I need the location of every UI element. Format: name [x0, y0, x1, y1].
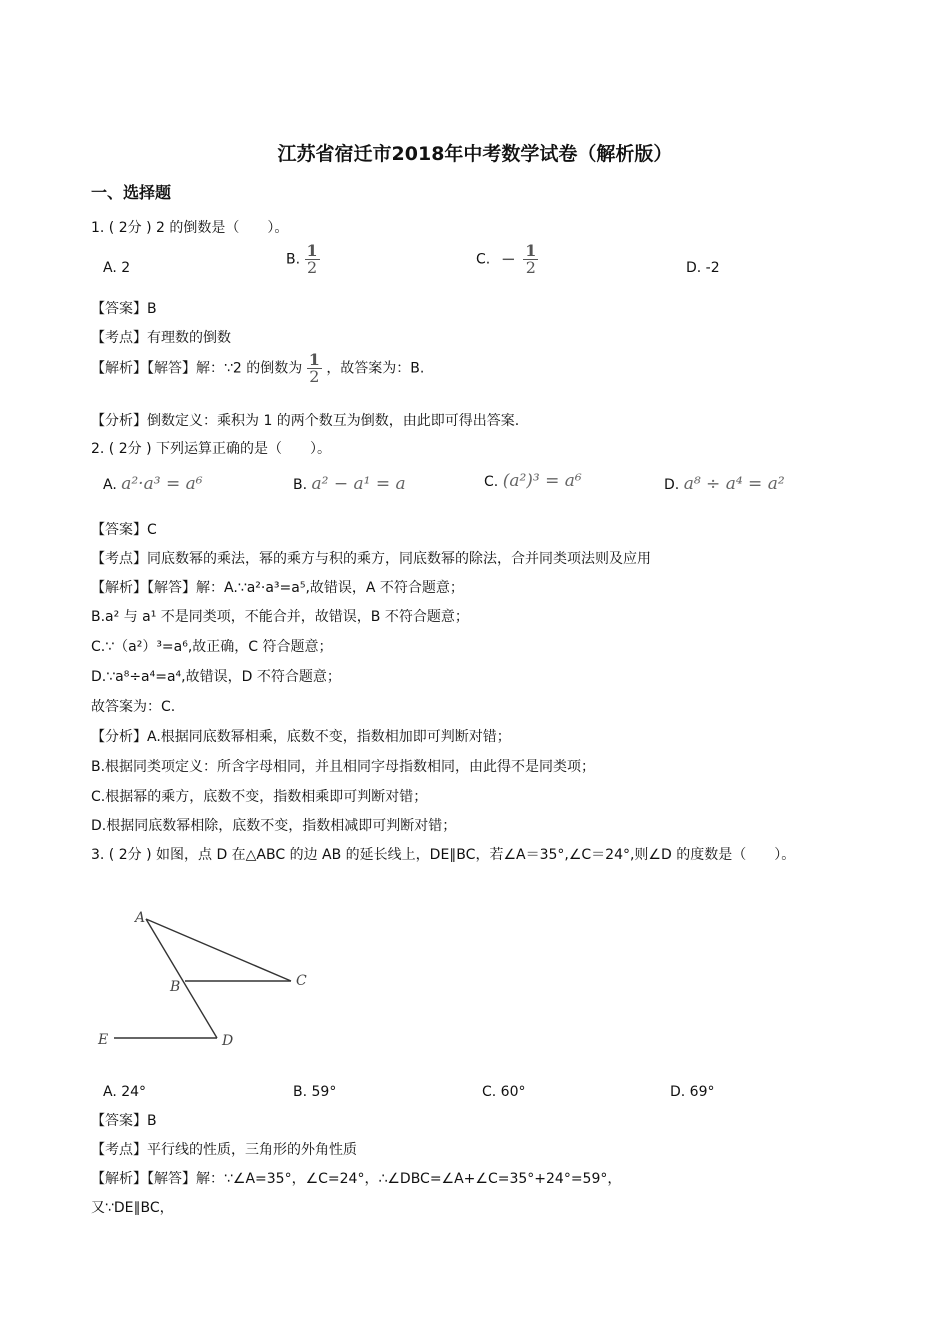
q1-comment: 【分析】倒数定义：乘积为 1 的两个数互为倒数，由此即可得出答案.: [91, 413, 520, 429]
q2-stem: 2. ( 2分 ) 下列运算正确的是（ ）。: [91, 441, 331, 457]
q2-option-a-label: A.: [103, 477, 117, 493]
q2-option-a-formula: a²·a³ = a⁶: [121, 474, 203, 494]
q2-option-d: [664, 475, 785, 494]
q3-analysis-line: 又∵DE∥BC，: [91, 1200, 174, 1216]
q2-option-b: [293, 475, 406, 494]
q3-option-d: D. 69°: [670, 1084, 715, 1100]
section-heading: 一、选择题: [91, 183, 172, 202]
q3-option-a: A. 24°: [103, 1084, 147, 1100]
q2-analysis-line: C.∵（a²）³=a⁶,故正确，C 符合题意；: [91, 639, 333, 655]
q1-option-c-fraction: [523, 243, 538, 276]
q2-analysis-line: D.∵a⁸÷a⁴=a⁴,故错误，D 不符合题意；: [91, 669, 341, 685]
q2-option-b-label: B.: [293, 477, 308, 493]
vertex-label-a: A: [135, 910, 146, 926]
q3-knowledge-point: 【考点】平行线的性质，三角形的外角性质: [91, 1142, 357, 1158]
vertex-label-d: D: [222, 1033, 234, 1049]
q2-option-c-formula: (a²)³ = a⁶: [502, 471, 582, 491]
q1-analysis-tail: ，故答案为：B.: [326, 360, 425, 377]
q1-option-a: A. 2: [103, 260, 131, 276]
q3-answer: 【答案】B: [91, 1113, 157, 1129]
vertex-label-c: C: [296, 973, 307, 989]
q2-option-a: [103, 475, 203, 494]
q3-geometry-figure: [90, 900, 330, 1060]
q1-option-b: [286, 243, 320, 276]
q2-option-d-label: D.: [664, 477, 680, 493]
q3-option-c: C. 60°: [482, 1084, 526, 1100]
q2-comment-line: B.根据同类项定义：所含字母相同，并且相同字母指数相同，由此得不是同类项；: [91, 759, 596, 775]
q1-option-d: D. -2: [686, 260, 720, 276]
line-ac: [146, 919, 291, 981]
fraction-denominator: 2: [309, 367, 320, 386]
vertex-label-b: B: [170, 979, 181, 995]
q1-answer: 【答案】B: [91, 301, 157, 317]
q1-analysis: [91, 352, 424, 385]
q1-option-c: [476, 243, 538, 276]
q1-stem: 1. ( 2分 ) 2 的倒数是（ ）。: [91, 220, 289, 236]
q2-option-c-label: C.: [484, 474, 499, 490]
q2-analysis-line: B.a² 与 a¹ 不是同类项，不能合并，故错误，B 不符合题意；: [91, 609, 469, 625]
fraction-denominator: 2: [525, 258, 536, 277]
q2-comment-line: 【分析】A.根据同底数幂相乘，底数不变，指数相加即可判断对错；: [91, 729, 511, 745]
q1-option-c-label: C.: [476, 251, 491, 268]
q3-option-b: B. 59°: [293, 1084, 337, 1100]
q3-analysis-line: 【解析】【解答】解：∵∠A=35°，∠C=24°，∴∠DBC=∠A+∠C=35°+24°=59°，: [91, 1171, 622, 1187]
q2-option-b-formula: a² − a¹ = a: [311, 474, 406, 494]
q3-stem: 3. ( 2分 ) 如图，点 D 在△ABC 的边 AB 的延长线上，DE∥BC，若∠A＝35°,∠C＝24°,则∠D 的度数是（ ）。: [91, 847, 796, 863]
q2-knowledge-point: 【考点】同底数幂的乘法，幂的乘方与积的乘方，同底数幂的除法，合并同类项法则及应用: [91, 551, 651, 567]
fraction-denominator: 2: [306, 258, 318, 277]
q1-analysis-text: 【解析】【解答】解：∵2 的倒数为: [91, 360, 303, 377]
q1-knowledge-point: 【考点】有理数的倒数: [91, 330, 231, 346]
q2-option-c: [484, 472, 582, 491]
q2-analysis-line: 【解析】【解答】解：A.∵a²·a³=a⁵,故错误，A 不符合题意；: [91, 580, 464, 596]
q1-option-b-fraction: [305, 243, 320, 276]
q2-analysis-line: 故答案为：C.: [91, 699, 176, 715]
q2-answer: 【答案】C: [91, 522, 157, 538]
page-title: 江苏省宿迁市2018年中考数学试卷（解析版）: [277, 143, 673, 165]
fraction-numerator: 1: [308, 350, 320, 369]
q2-comment-line: D.根据同底数幂相除，底数不变，指数相减即可判断对错；: [91, 818, 457, 834]
q2-comment-line: C.根据幂的乘方，底数不变，指数相乘即可判断对错；: [91, 789, 428, 805]
line-ad: [146, 919, 217, 1038]
vertex-label-e: E: [98, 1032, 109, 1048]
minus-sign: −: [500, 248, 516, 270]
q1-option-b-label: B.: [286, 251, 301, 268]
fraction-numerator: 1: [306, 241, 318, 260]
q1-analysis-fraction: [307, 352, 322, 385]
fraction-numerator: 1: [525, 241, 537, 260]
q2-option-d-formula: a⁸ ÷ a⁴ = a²: [683, 474, 785, 494]
